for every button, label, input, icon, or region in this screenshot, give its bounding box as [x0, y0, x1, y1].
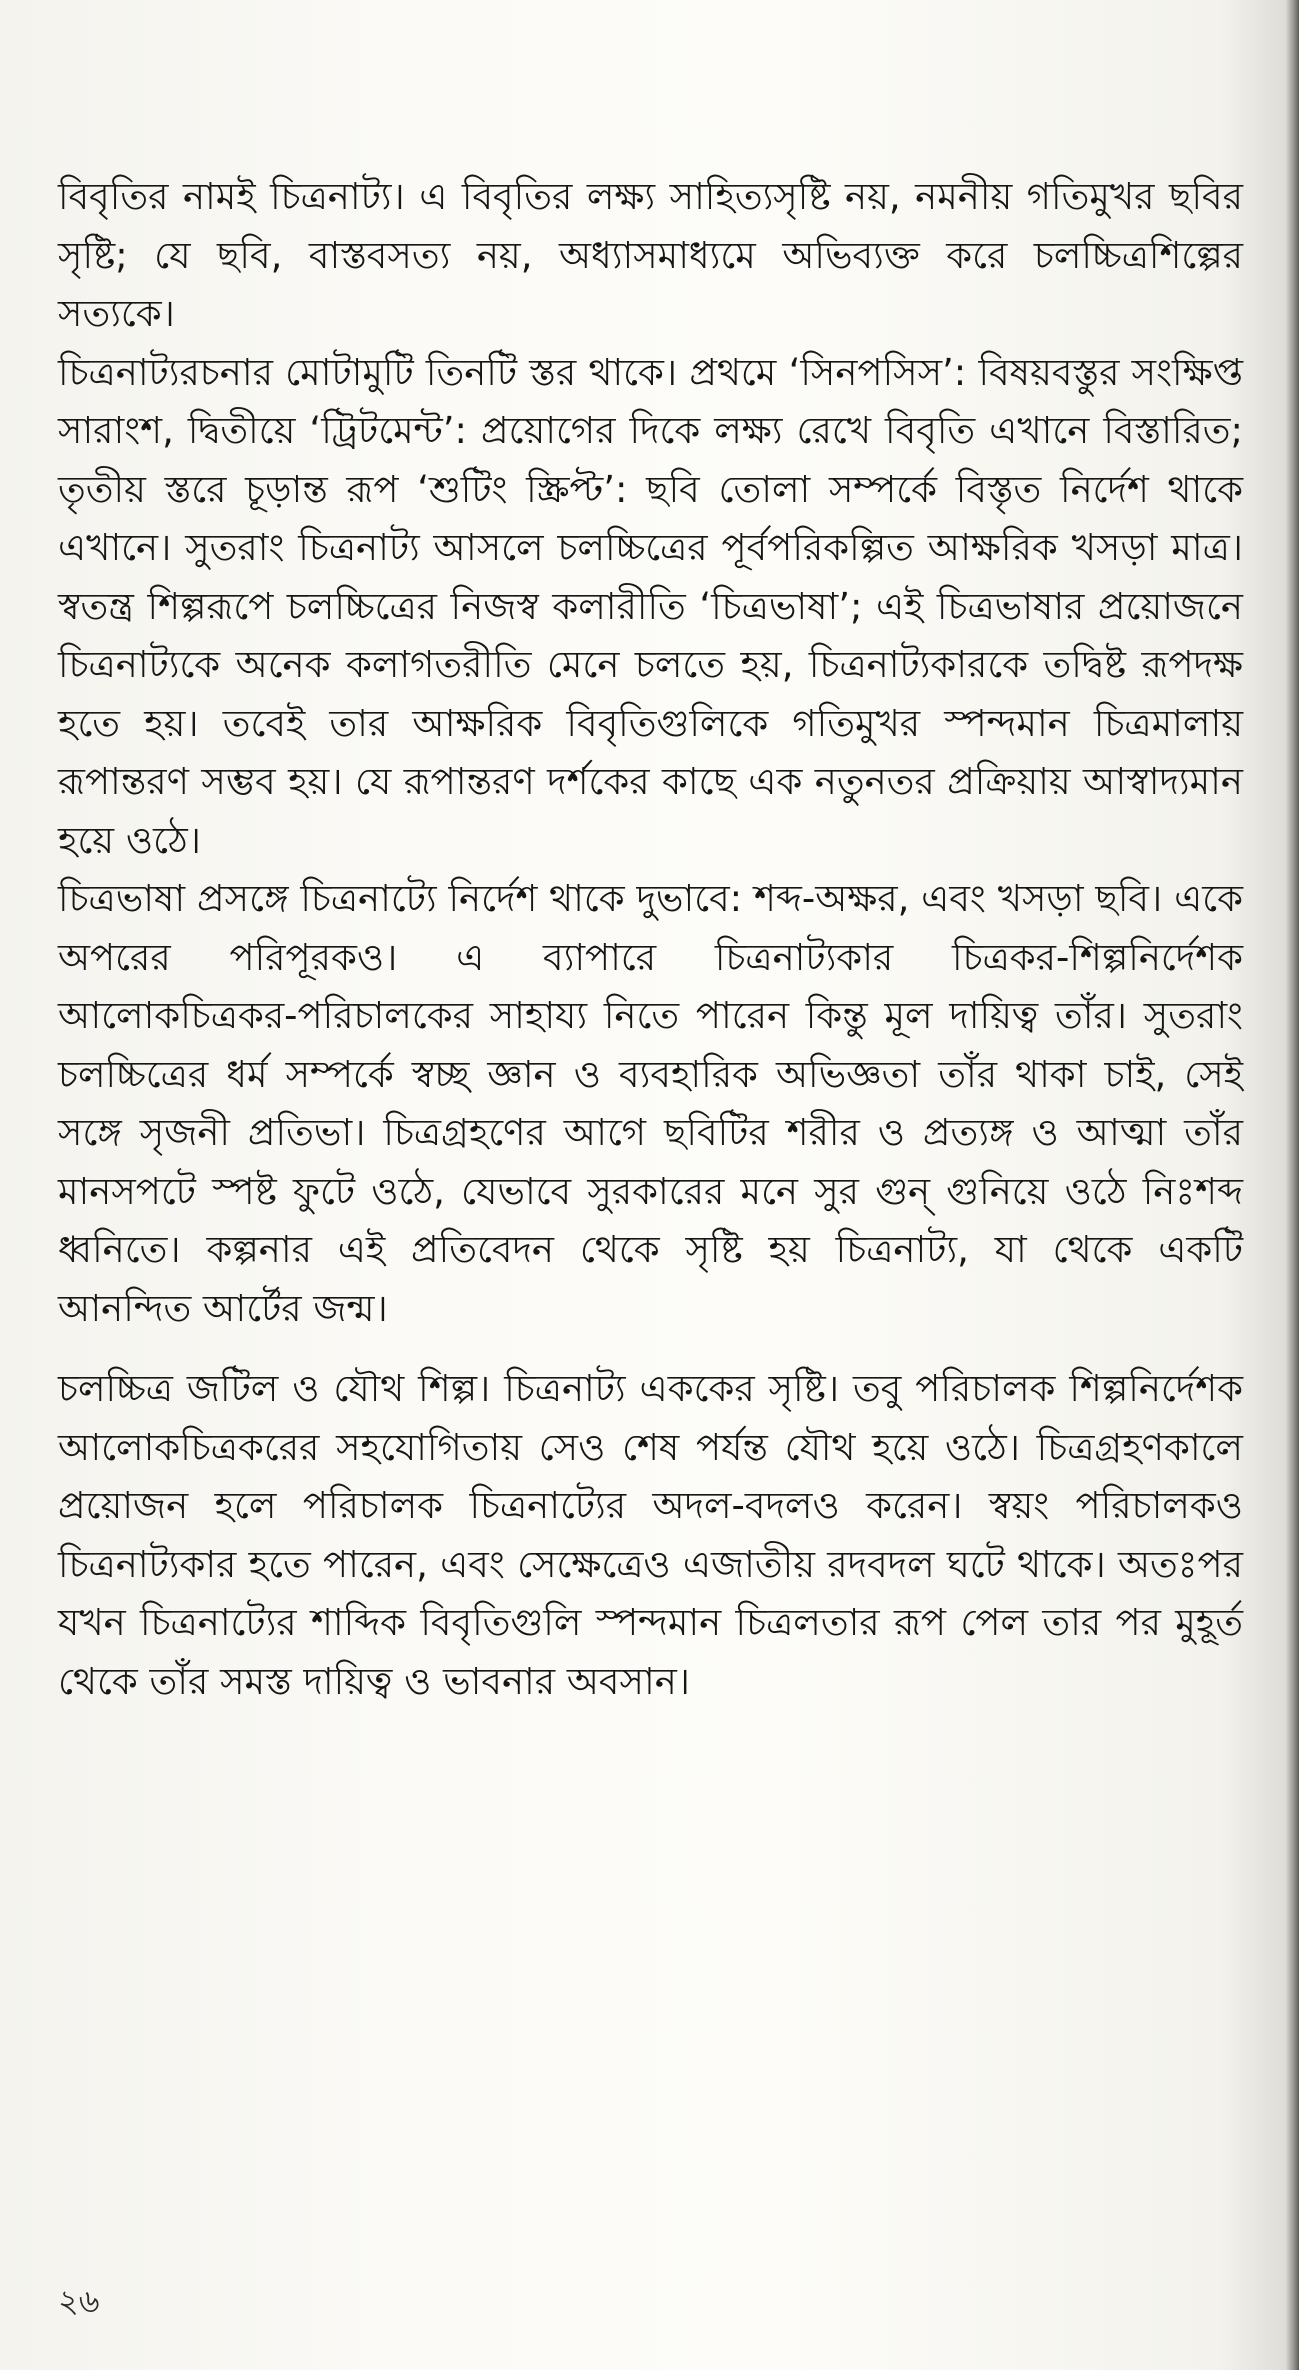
paragraph-2: চিত্রনাট্যরচনার মোটামুটি তিনটি স্তর থাকে। প্রথমে ‘সিনপসিস’: বিষয়বস্তুর সংক্ষিপ্ত সারাংশ, দ্বিতীয়ে ‘ট্রিটমেন্ট’: প্রয়োগের দিকে লক্ষ্য রেখে বিবৃতি এখানে বিস্তারিত; তৃতীয় স্তরে চূড়ান্ত রূপ ‘শুটিং স্ক্রিপ্ট’: ছবি তোলা সম্পর্কে বিস্তৃত নির্দেশ থাকে এখানে। সুতরাং চিত্রনাট্য আসলে চলচ্চিত্রের পূর্বপরিকল্পিত আক্ষরিক খসড়া মাত্র। স্বতন্ত্র শিল্পরূপে চলচ্চিত্রের নিজস্ব কলারীতি ‘চিত্রভাষা’; এই চিত্রভাষার প্রয়োজনে চিত্রনাট্যকে অনেক কলাগতরীতি মেনে চলতে হয়, চিত্রনাট্যকারকে তদ্বিষ্ট রূপদক্ষ হতে হয়। তবেই তার আক্ষরিক বিবৃতিগুলিকে গতিমুখর স্পন্দমান চিত্রমালায় রূপান্তরণ সম্ভব হয়। যে রূপান্তরণ দর্শকের কাছে এক নতুনতর প্রক্রিয়ায় আস্বাদ্যমান হয়ে ওঠে। [58, 350, 1243, 862]
page-edge-shadow [1285, 0, 1299, 2370]
paragraph-4: চলচ্চিত্র জটিল ও যৌথ শিল্প। চিত্রনাট্য এককের সৃষ্টি। তবু পরিচালক শিল্পনির্দেশক আলোকচিত্রকরের সহযোগিতায় সেও শেষ পর্যন্ত যৌথ হয়ে ওঠে। চিত্রগ্রহণকালে প্রয়োজন হলে পরিচালক চিত্রনাট্যের অদল-বদলও করেন। স্বয়ং পরিচালকও চিত্রনাট্যকার হতে পারেন, এবং সেক্ষেত্রেও এজাতীয় রদবদল ঘটে থাকে। অতঃপর যখন চিত্রনাট্যের শাব্দিক বিবৃতিগুলি স্পন্দমান চিত্রলতার রূপ পেল তার পর মুহূর্ত থেকে তাঁর সমস্ত দায়িত্ব ও ভাবনার অবসান। [58, 1367, 1243, 1703]
paragraph-1: বিবৃতির নামই চিত্রনাট্য। এ বিবৃতির লক্ষ্য সাহিত্যসৃষ্টি নয়, নমনীয় গতিমুখর ছবির সৃষ্টি; যে ছবি, বাস্তবসত্য নয়, অধ্যাসমাধ্যমে অভিব্যক্ত করে চলচ্চিত্রশিল্পের সত্যকে। [58, 175, 1243, 335]
page-number: ২৬ [58, 2282, 100, 2320]
body-text [58, 168, 1243, 1711]
paragraph-3: চিত্রভাষা প্রসঙ্গে চিত্রনাট্যে নির্দেশ থাকে দুভাবে: শব্দ-অক্ষর, এবং খসড়া ছবি। একে অপরের পরিপূরকও। এ ব্যাপারে চিত্রনাট্যকার চিত্রকর-শিল্পনির্দেশক আলোকচিত্রকর-পরিচালকের সাহায্য নিতে পারেন কিন্তু মূল দায়িত্ব তাঁর। সুতরাং চলচ্চিত্রের ধর্ম সম্পর্কে স্বচ্ছ জ্ঞান ও ব্যবহারিক অভিজ্ঞতা তাঁর থাকা চাই, সেই সঙ্গে সৃজনী প্রতিভা। চিত্রগ্রহণের আগে ছবিটির শরীর ও প্রত্যঙ্গ ও আত্মা তাঁর মানসপটে স্পষ্ট ফুটে ওঠে, যেভাবে সুরকারের মনে সুর গুন্ গুনিয়ে ওঠে নিঃশব্দ ধ্বনিতে। কল্পনার এই প্রতিবেদন থেকে সৃষ্টি হয় চিত্রনাট্য, যা থেকে একটি আনন্দিত আর্টের জন্ম। [58, 877, 1243, 1330]
